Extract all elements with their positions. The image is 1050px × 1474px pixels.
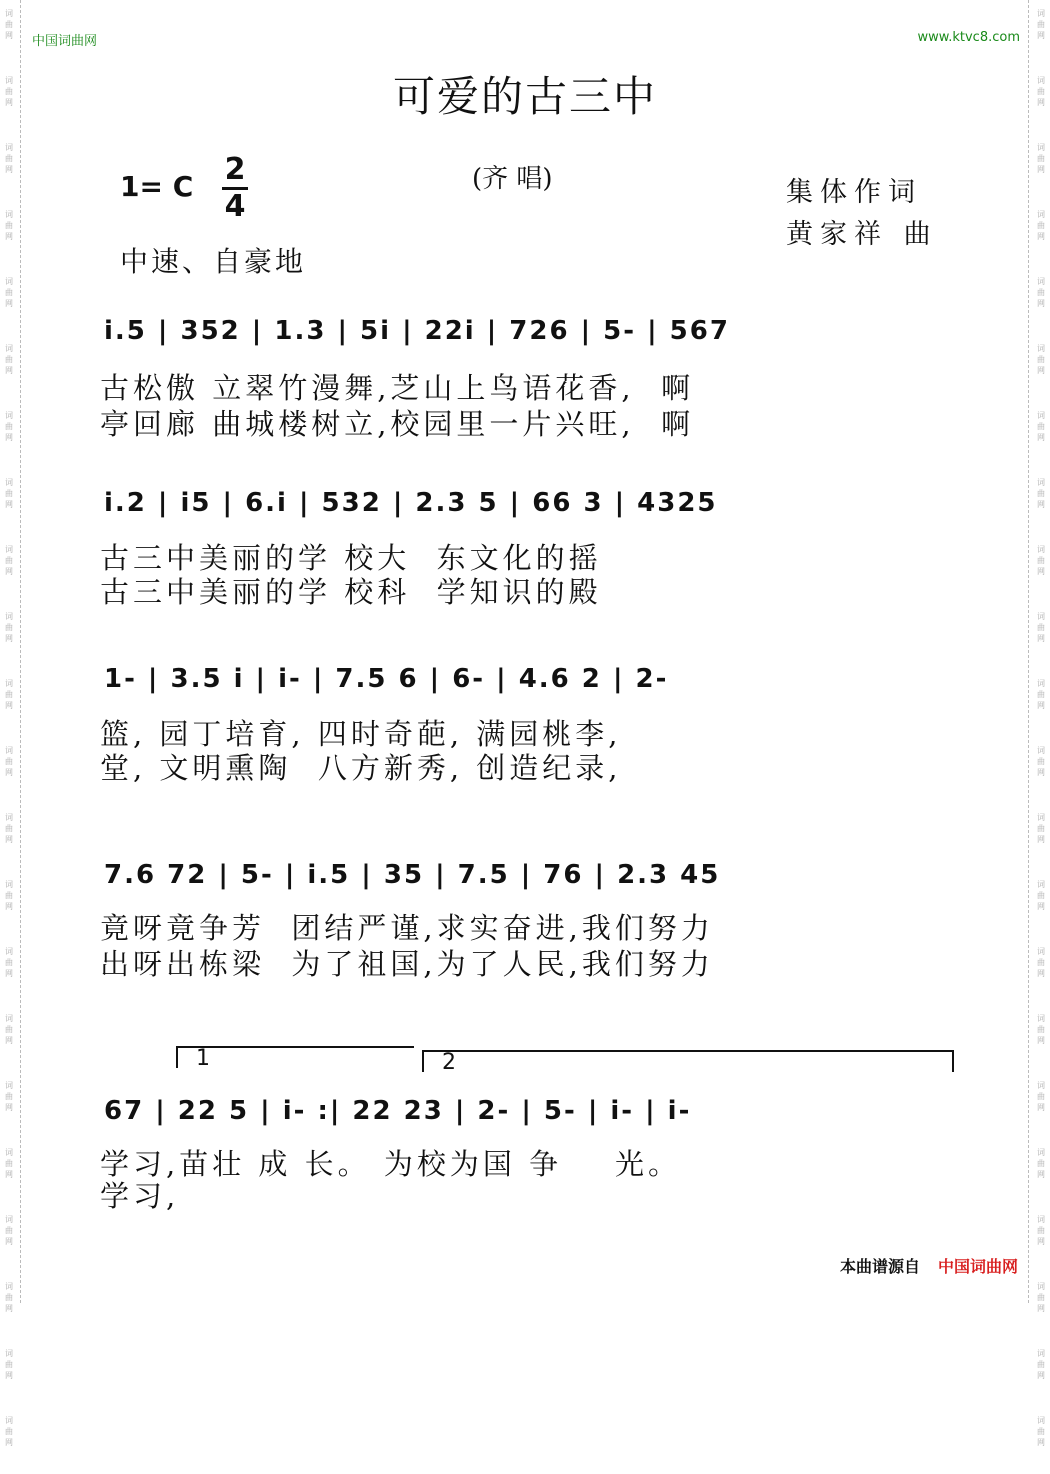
second-ending-number: 2 (442, 1050, 456, 1075)
time-sig-bottom: 4 (224, 189, 246, 224)
notation-row-1: i.5 | 352 | 1.3 | 5i | 22i | 726 | 5- | 567 (104, 316, 730, 346)
source-footer (840, 1254, 1018, 1277)
lyric-row-1-verse-2: 亭回廊 曲城楼树立,校园里一片兴旺, 啊 (100, 407, 695, 441)
lyric-row-5-verse-1: 学习,苗壮 成 长。 为校为国 争 光。 (100, 1147, 681, 1181)
lyric-row-3-verse-2: 堂, 文明熏陶 八方新秀, 创造纪录, (100, 751, 622, 785)
lyric-row-1-verse-1: 古松傲 立翠竹漫舞,芝山上鸟语花香, 啊 (100, 371, 695, 405)
notation-row-5: 67 | 22 5 | i- :| 22 23 | 2- | 5- | i- | i- (104, 1096, 692, 1126)
source-brand-link[interactable]: 中国词曲网 (937, 1257, 1018, 1276)
left-edge-watermark: 词 曲 网 词 曲 网 词 曲 网 词 曲 网 词 曲 网 词 曲 网 词 曲 网 词 曲 网 词 曲 网 词 曲 网 词 曲 网 词 曲 网 词 曲 网 词 曲 网 词 曲 网 词 曲 网 词 曲 网 词 曲 网 词 曲 网 词 曲 网 词 曲 网 词 曲 网 (5, 9, 13, 1447)
lyric-row-2-verse-2: 古三中美丽的学 校科 学知识的殿 (100, 575, 602, 609)
performance-style: (齐 唱) (472, 164, 553, 194)
notation-row-4: 7.6 72 | 5- | i.5 | 35 | 7.5 | 76 | 2.3 45 (104, 860, 721, 890)
left-margin-dashed-line (20, 0, 21, 1303)
notation-row-3: 1- | 3.5 i | i- | 7.5 6 | 6- | 4.6 2 | 2- (104, 664, 669, 694)
lyric-row-2-verse-1: 古三中美丽的学 校大 东文化的摇 (100, 541, 602, 575)
lyricist-credit: 集体作词 (786, 177, 922, 208)
site-name-link[interactable]: 中国词曲网 (32, 34, 98, 49)
lyric-row-4-verse-1: 竟呀竟争芳 团结严谨,求实奋进,我们努力 (100, 911, 714, 945)
source-label: 本曲谱源自 (839, 1257, 920, 1276)
time-signature (222, 152, 248, 224)
site-url-link[interactable]: www.ktvc8.com (917, 30, 1020, 45)
lyric-row-4-verse-2: 出呀出栋梁 为了祖国,为了人民,我们努力 (100, 947, 714, 981)
tempo-marking: 中速、自豪地 (120, 245, 307, 278)
key-signature: 1= C (120, 170, 194, 203)
notation-row-2: i.2 | i5 | 6.i | 532 | 2.3 5 | 66 3 | 4325 (104, 488, 718, 518)
first-ending-number: 1 (196, 1046, 210, 1071)
song-title: 可爱的古三中 (392, 72, 657, 121)
lyric-row-5-verse-2: 学习, (100, 1179, 180, 1213)
right-margin-dashed-line (1028, 0, 1029, 1303)
first-ending-bracket (176, 1046, 414, 1071)
composer-credit: 黄家祥 曲 (786, 219, 938, 250)
lyric-row-3-verse-1: 篮, 园丁培育, 四时奇葩, 满园桃李, (100, 717, 622, 751)
right-edge-watermark: 词 曲 网 词 曲 网 词 曲 网 词 曲 网 词 曲 网 词 曲 网 词 曲 网 词 曲 网 词 曲 网 词 曲 网 词 曲 网 词 曲 网 词 曲 网 词 曲 网 词 曲 网 词 曲 网 词 曲 网 词 曲 网 词 曲 网 词 曲 网 词 曲 网 词 曲 网 (1037, 9, 1045, 1447)
second-ending-bracket (422, 1050, 954, 1075)
time-sig-top: 2 (224, 152, 246, 187)
